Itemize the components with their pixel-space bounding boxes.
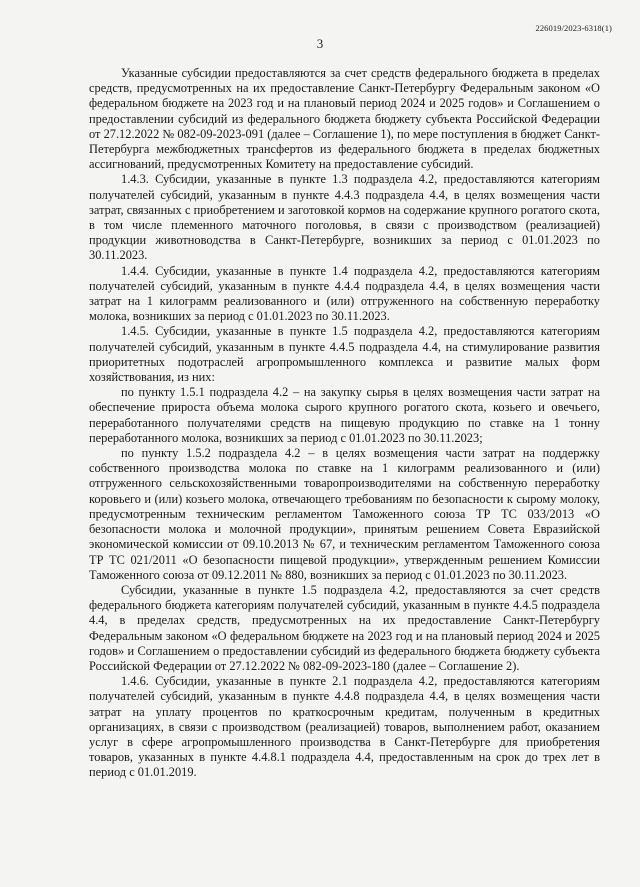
paragraph-1-4-6: 1.4.6. Субсидии, указанные в пункте 2.1 подраздела 4.2, предоставляются категориям получателей субсидий, указанным в пункте 4.4.8 подраздела 4.4, в целях возмещения части затрат на уплату процентов по краткосрочным кредитам, полученным в кредитных организациях, в связи с производством (реализацией) товаров, выполнением работ, оказанием услуг в сфере агропромышленного производства в Санкт-Петербурге для приобретения товаров, указанных в пункте 4.4.8.1 подраздела 4.4, предоставленным на срок до трех лет в период с 01.01.2019. (89, 674, 600, 780)
paragraph-agreement-2: Субсидии, указанные в пункте 1.5 подраздела 4.2, предоставляются за счет средств федерального бюджета категориям получателей субсидий, указанным в пункте 4.4.5 подраздела 4.4, в пределах средств, предусмотренных на их предоставление Санкт-Петербургу Федеральным законом «О федеральном бюджете на 2023 год и на плановый период 2024 и 2025 годов» и Соглашением о предоставлении субсидий из федерального бюджета бюджету субъекта Российской Федерации от 27.12.2022 № 082-09-2023-180 (далее – Соглашение 2). (89, 582, 600, 673)
document-id: 226019/2023-6318(1) (535, 23, 612, 33)
paragraph-item-1-5-2: по пункту 1.5.2 подраздела 4.2 – в целях возмещения части затрат на поддержку собственного производства молока по ставке на 1 килограмм реализованного и (или) отгруженного сельскохозяйственными товаропроизводителями на собственную переработку коровьего и (или) козьего молока, отвечающего требованиям по безопасности к сырому молоку, предусмотренным техническим регламентом Таможенного союза ТР ТС 033/2013 «О безопасности молока и молочной продукции», принятым решением Совета Евразийской экономической комиссии от 09.10.2013 № 67, и техническим регламентом Таможенного союза ТР ТС 021/2011 «О безопасности пищевой продукции», утвержденным решением Комиссии Таможенного союза от 09.12.2011 № 880, возникших за период с 01.01.2023 по 30.11.2023. (89, 446, 600, 582)
paragraph-federal-funding: Указанные субсидии предоставляются за счет средств федерального бюджета в пределах средств, предусмотренных на их предоставление Санкт-Петербургу Федеральным законом «О федеральном бюджете на 2023 год и на плановый период 2024 и 2025 годов» и Соглашением о предоставлении субсидий из федерального бюджета бюджету субъекта Российской Федерации от 27.12.2022 № 082-09-2023-091 (далее – Соглашение 1), по мере поступления в бюджет Санкт-Петербурга межбюджетных трансфертов из федерального бюджета в пределах бюджетных ассигнований, предусмотренных Комитету на предоставление субсидий. (89, 66, 600, 172)
paragraph-item-1-5-1: по пункту 1.5.1 подраздела 4.2 – на закупку сырья в целях возмещения части затрат на обеспечение прироста объема молока сырого крупного рогатого скота, козьего и овечьего, переработанного получателями средств на пищевую продукцию по ставке на 1 тонну переработанного молока, возникших за период с 01.01.2023 по 30.11.2023; (89, 385, 600, 445)
document-body (89, 66, 600, 781)
paragraph-1-4-5: 1.4.5. Субсидии, указанные в пункте 1.5 подраздела 4.2, предоставляются категориям получателей субсидий, указанным в пункте 4.4.5 подраздела 4.4, на стимулирование развития приоритетных подотраслей агропромышленного комплекса и развитие малых форм хозяйствования, из них: (89, 324, 600, 385)
paragraph-1-4-3: 1.4.3. Субсидии, указанные в пункте 1.3 подраздела 4.2, предоставляются категориям получателей субсидий, указанным в пункте 4.4.3 подраздела 4.4, в целях возмещения части затрат, связанных с приобретением и заготовкой кормов на содержание крупного рогатого скота, в том числе племенного маточного поголовья, в связи с производством (реализацией) продукции животноводства в Санкт-Петербурге, возникших за период с 01.01.2023 по 30.11.2023. (89, 172, 600, 263)
paragraph-1-4-4: 1.4.4. Субсидии, указанные в пункте 1.4 подраздела 4.2, предоставляются категориям получателей субсидий, указанным в пункте 4.4.4 подраздела 4.4, в целях возмещения части затрат на 1 килограмм реализованного и (или) отгруженного на собственную переработку молока, возникших за период с 01.01.2023 по 30.11.2023. (89, 263, 600, 324)
page-number: 3 (316, 36, 324, 51)
